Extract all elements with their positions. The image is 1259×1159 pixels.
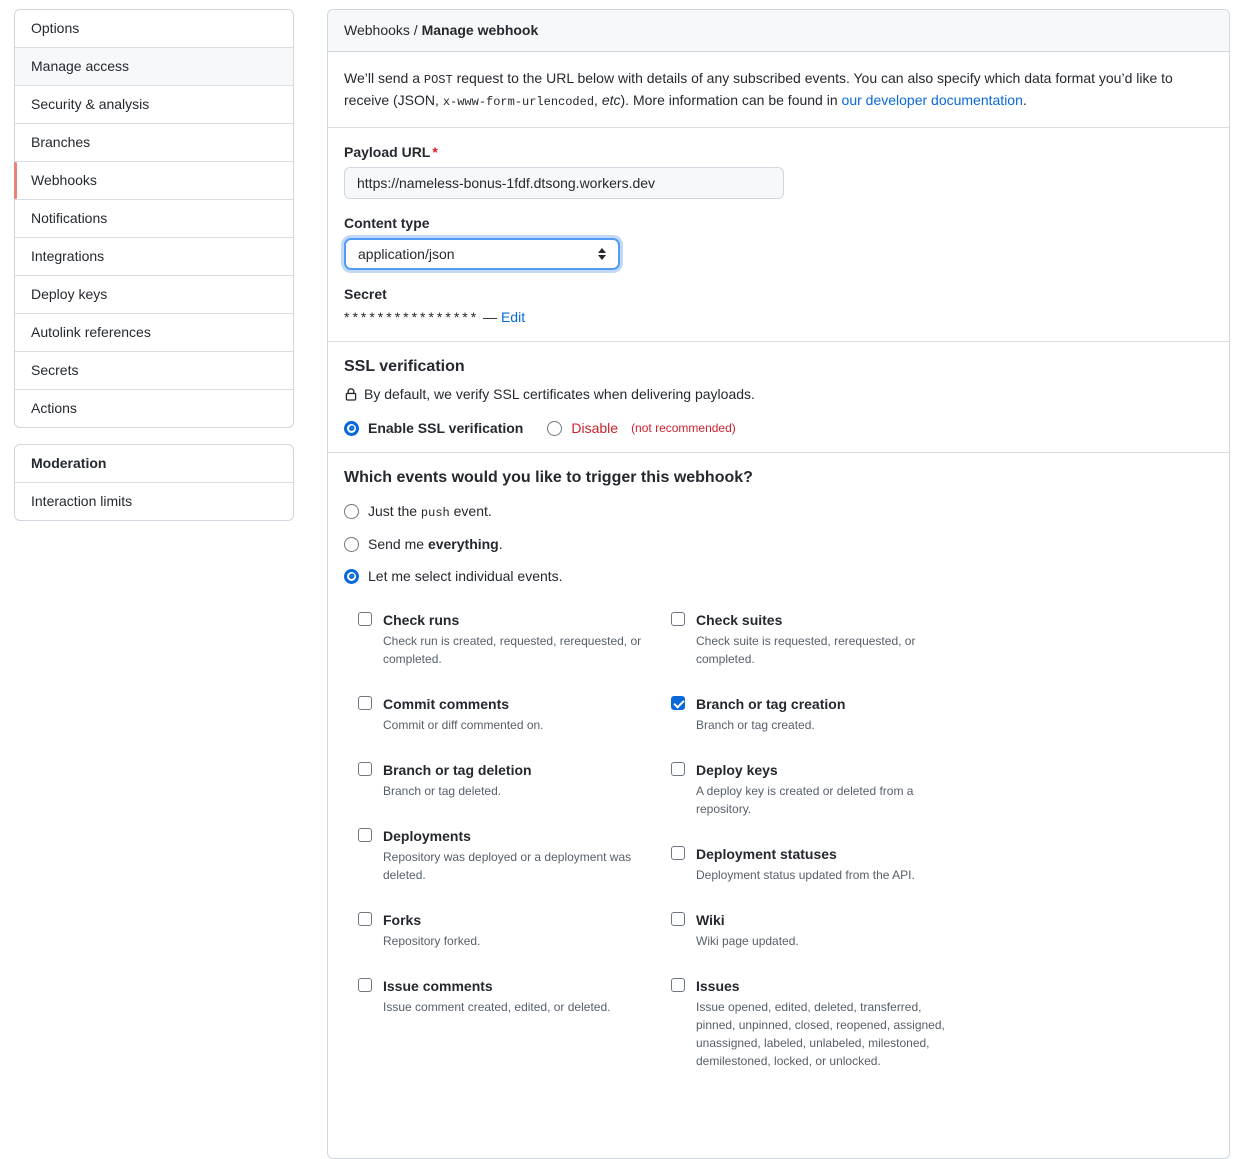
sidebar-item-actions[interactable]: Actions (15, 389, 293, 427)
secret-edit-link[interactable]: Edit (500, 309, 526, 326)
enable-ssl-radio[interactable] (344, 421, 359, 436)
page-title: Manage webhook (421, 22, 539, 38)
ssl-heading: SSL verification (344, 358, 465, 376)
issue-comments-label[interactable]: Issue comments (383, 978, 493, 995)
event-issue-comments (358, 976, 671, 1016)
event-check-runs (358, 610, 671, 668)
select-updown-icon (598, 248, 606, 260)
sidebar-item-deploy-keys[interactable]: Deploy keys (15, 275, 293, 313)
everything-text: Send me (368, 536, 428, 553)
just-push-radio-option[interactable] (344, 503, 1213, 520)
disable-ssl-note: (not recommended) (631, 421, 736, 436)
breadcrumb (328, 10, 1229, 52)
breadcrumb-separator: / (409, 22, 422, 38)
settings-nav-box (14, 9, 294, 428)
sidebar-item-manage-access[interactable]: Manage access (15, 47, 293, 85)
everything-bold: everything (427, 536, 499, 553)
issues-checkbox[interactable] (671, 978, 685, 992)
etc-text: etc (601, 91, 621, 108)
sidebar-item-security-analysis[interactable]: Security & analysis (15, 85, 293, 123)
everything-text-after: . (498, 536, 503, 553)
disable-ssl-label: Disable (571, 420, 619, 437)
post-code: POST (423, 73, 453, 87)
events-grid (358, 610, 1213, 1096)
disable-ssl-radio-option[interactable] (547, 420, 735, 436)
urlencoded-code: x-www-form-urlencoded (442, 94, 595, 109)
commit-comments-desc: Commit or diff commented on. (383, 718, 544, 733)
issues-label[interactable]: Issues (696, 978, 740, 995)
event-branch-tag-creation (671, 694, 1213, 734)
push-code: push (420, 506, 450, 521)
event-forks (358, 910, 671, 950)
intro-text: We’ll send a (344, 70, 424, 86)
check-runs-checkbox[interactable] (358, 612, 372, 626)
moderation-nav-box (14, 444, 294, 521)
sidebar-item-branches[interactable]: Branches (15, 123, 293, 161)
secret-label: Secret (344, 286, 387, 303)
sidebar-item-autolink-references[interactable]: Autolink references (15, 313, 293, 351)
ssl-description: By default, we verify SSL certificates when delivering payloads. (364, 386, 755, 403)
forks-checkbox[interactable] (358, 912, 372, 926)
event-deployment-statuses (671, 844, 1213, 884)
event-issues (671, 976, 1213, 1070)
branch-tag-deletion-label[interactable]: Branch or tag deletion (383, 762, 532, 779)
intro-text: ). More information can be found in (620, 91, 842, 108)
check-runs-desc: Check run is created, requested, rerequested, or completed. (383, 634, 642, 667)
event-deploy-keys (671, 760, 1213, 818)
webhook-intro-section (328, 52, 1229, 128)
just-push-radio[interactable] (344, 504, 359, 519)
deploy-keys-label[interactable]: Deploy keys (696, 762, 778, 779)
commit-comments-checkbox[interactable] (358, 696, 372, 710)
intro-text: request to the URL below with details of any subscribed events. You can also specify which data format you’d like to receive (JSON, (344, 70, 1173, 108)
secret-masked-value: **************** (344, 309, 480, 326)
deploy-keys-checkbox[interactable] (671, 762, 685, 776)
deployment-statuses-desc: Deployment status updated from the API. (696, 868, 915, 883)
deployments-label[interactable]: Deployments (383, 828, 471, 845)
webhook-form-section (328, 128, 1229, 342)
event-commit-comments (358, 694, 671, 734)
intro-text: . (1022, 91, 1027, 108)
forks-label[interactable]: Forks (383, 912, 422, 929)
payload-url-label (344, 144, 1213, 160)
sidebar-item-webhooks[interactable]: Webhooks (15, 161, 293, 199)
just-push-text: Just the (368, 503, 421, 520)
individual-events-label: Let me select individual events. (368, 568, 563, 585)
content-type-label: Content type (344, 215, 430, 232)
branch-tag-creation-checkbox[interactable] (671, 696, 685, 710)
check-suites-label[interactable]: Check suites (696, 612, 783, 629)
deploy-keys-desc: A deploy key is created or deleted from a repository. (696, 784, 914, 817)
events-section (328, 453, 1229, 1112)
deployments-checkbox[interactable] (358, 828, 372, 842)
everything-radio-option[interactable] (344, 536, 1213, 552)
secret-dash: — (479, 309, 501, 326)
sidebar-item-options[interactable]: Options (31, 20, 80, 36)
deployment-statuses-checkbox[interactable] (671, 846, 685, 860)
sidebar-item-interaction-limits[interactable]: Interaction limits (15, 482, 293, 520)
wiki-label[interactable]: Wiki (696, 912, 725, 929)
event-check-suites (671, 610, 1213, 668)
settings-sidebar (14, 9, 294, 521)
moderation-header: Moderation (31, 455, 107, 471)
event-deployments (358, 826, 671, 884)
sidebar-item-notifications[interactable]: Notifications (15, 199, 293, 237)
sidebar-item-secrets[interactable]: Secrets (15, 351, 293, 389)
wiki-checkbox[interactable] (671, 912, 685, 926)
branch-tag-deletion-checkbox[interactable] (358, 762, 372, 776)
event-wiki (671, 910, 1213, 950)
required-asterisk: * (432, 144, 438, 161)
issue-comments-checkbox[interactable] (358, 978, 372, 992)
breadcrumb-webhooks-link[interactable]: Webhooks (344, 22, 410, 38)
check-suites-checkbox[interactable] (671, 612, 685, 626)
intro-text: , (594, 91, 602, 108)
branch-tag-creation-desc: Branch or tag created. (696, 718, 815, 733)
content-type-select[interactable] (344, 238, 620, 270)
deployments-desc: Repository was deployed or a deployment was deleted. (383, 850, 632, 883)
enable-ssl-radio-option[interactable] (344, 420, 523, 436)
event-branch-tag-deletion (358, 760, 671, 800)
content-type-value: application/json (358, 246, 455, 263)
ssl-verification-section (328, 342, 1229, 453)
manage-webhook-panel (327, 9, 1230, 1159)
payload-url-input[interactable] (344, 167, 784, 199)
enable-ssl-label: Enable SSL verification (368, 420, 524, 437)
deployment-statuses-label[interactable]: Deployment statuses (696, 846, 837, 863)
branch-tag-creation-label[interactable]: Branch or tag creation (696, 696, 846, 713)
individual-events-radio[interactable] (344, 569, 359, 584)
wiki-desc: Wiki page updated. (696, 934, 799, 949)
individual-events-radio-option[interactable] (344, 568, 1213, 584)
issues-desc: Issue opened, edited, deleted, transferred, pinned, unpinned, closed, reopened, assigned, unassigned, labeled, unlabeled, milestoned, demilestoned, locked, or unlocked. (696, 1000, 945, 1069)
forks-desc: Repository forked. (383, 934, 481, 949)
everything-radio[interactable] (344, 537, 359, 552)
issue-comments-desc: Issue comment created, edited, or deleted. (383, 1000, 611, 1015)
commit-comments-label[interactable]: Commit comments (383, 696, 510, 713)
check-runs-label[interactable]: Check runs (383, 612, 460, 629)
events-heading: Which events would you like to trigger this webhook? (344, 469, 753, 487)
branch-tag-deletion-desc: Branch or tag deleted. (383, 784, 502, 799)
payload-url-label-text: Payload URL (344, 144, 431, 161)
disable-ssl-radio[interactable] (547, 421, 562, 436)
just-push-text-after: event. (449, 503, 492, 520)
developer-documentation-link[interactable]: our developer documentation (841, 91, 1023, 108)
sidebar-item-integrations[interactable]: Integrations (15, 237, 293, 275)
lock-icon (344, 387, 358, 402)
check-suites-desc: Check suite is requested, rerequested, or completed. (696, 634, 916, 667)
